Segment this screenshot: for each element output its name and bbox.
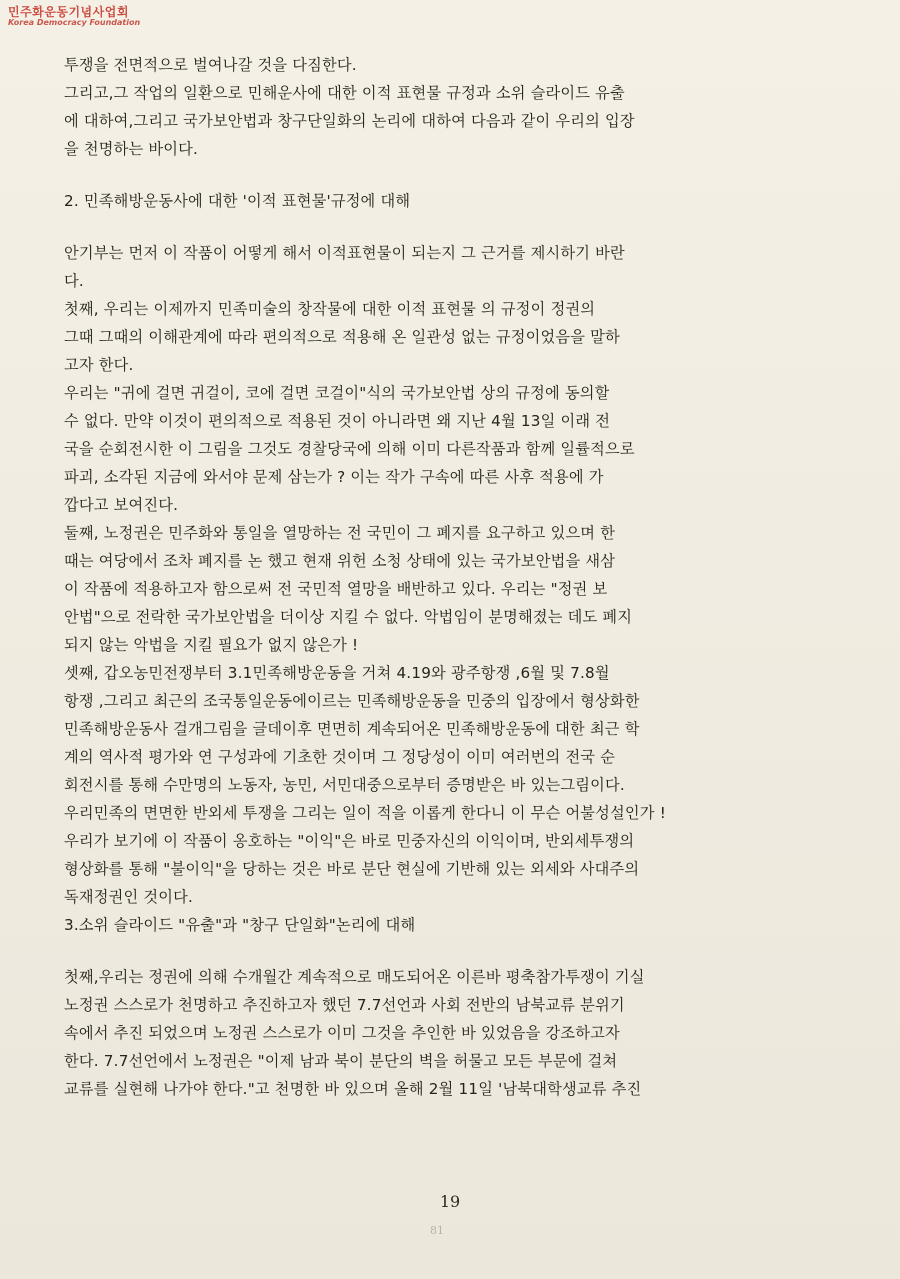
text-line: 둘째, 노정권은 민주화와 통일을 열망하는 전 국민이 그 폐지를 요구하고 있으며 한	[64, 524, 616, 542]
text-line: 3.소위 슬라이드 "유출"과 "창구 단일화"논리에 대해	[64, 916, 416, 934]
text-line: 깝다고 보여진다.	[64, 496, 179, 514]
text-line: 셋째, 갑오농민전쟁부터 3.1민족해방운동을 거쳐 4.19와 광주항쟁 ,6월 및 7.8월	[64, 664, 610, 682]
text-line: 항쟁 ,그리고 최근의 조국통일운동에이르는 민족해방운동을 민중의 입장에서 형상화한	[64, 692, 640, 710]
text-line: 다.	[64, 272, 84, 290]
text-line: 첫째,우리는 정권에 의해 수개월간 계속적으로 매도되어온 이른바 평축참가투쟁이 기실	[64, 968, 645, 986]
text-line: 한다. 7.7선언에서 노정권은 "이제 남과 북이 분단의 벽을 허물고 모든 부문에 걸쳐	[64, 1052, 618, 1070]
text-line: 에 대하여,그리고 국가보안법과 창구단일화의 논리에 대하여 다음과 같이 우리의 입장	[64, 112, 635, 130]
text-line: 고자 한다.	[64, 356, 134, 374]
text-line: 이 작품에 적용하고자 함으로써 전 국민적 열망을 배반하고 있다. 우리는 "정권 보	[64, 580, 608, 598]
text-line: 투쟁을 전면적으로 벌여나갈 것을 다짐한다.	[64, 56, 357, 74]
text-line: 교류를 실현해 나가야 한다."고 천명한 바 있으며 올해 2월 11일 '남북대학생교류 추진	[64, 1080, 642, 1098]
watermark-korean-name: 민주화운동기념사업회	[8, 5, 129, 19]
text-line: 우리는 "귀에 걸면 귀걸이, 코에 걸면 코걸이"식의 국가보안법 상의 규정에 동의할	[64, 384, 610, 402]
text-line: 첫째, 우리는 이제까지 민족미술의 창작물에 대한 이적 표현물 의 규정이 정권의	[64, 300, 596, 318]
text-line: 2. 민족해방운동사에 대한 '이적 표현물'규정에 대해	[64, 192, 411, 210]
text-line: 그리고,그 작업의 일환으로 민해운사에 대한 이적 표현물 규정과 소위 슬라이드 유출	[64, 84, 625, 102]
bleed-through-mark: 81	[430, 1224, 444, 1237]
text-line: 계의 역사적 평가와 연 구성과에 기초한 것이며 그 정당성이 이미 여러번의 전국 순	[64, 748, 616, 766]
text-line: 민족해방운동사 걸개그림을 글데이후 면면히 계속되어온 민족해방운동에 대한 최근 학	[64, 720, 640, 738]
foundation-watermark	[8, 6, 140, 28]
text-line: 회전시를 통해 수만명의 노동자, 농민, 서민대중으로부터 증명받은 바 있는그림이다.	[64, 776, 625, 794]
text-line: 우리가 보기에 이 작품이 옹호하는 "이익"은 바로 민중자신의 이익이며, 반외세투쟁의	[64, 832, 635, 850]
text-line: 국을 순회전시한 이 그림을 그것도 경찰당국에 의해 이미 다른작품과 함께 일률적으로	[64, 440, 635, 458]
text-line: 우리민족의 면면한 반외세 투쟁을 그리는 일이 적을 이롭게 한다니 이 무슨 어불성설인가 !	[64, 804, 666, 822]
text-line: 속에서 추진 되었으며 노정권 스스로가 이미 그것을 추인한 바 있었음을 강조하고자	[64, 1024, 620, 1042]
text-line: 안기부는 먼저 이 작품이 어떻게 해서 이적표현물이 되는지 그 근거를 제시하기 바란	[64, 244, 625, 262]
text-line: 안법"으로 전락한 국가보안법을 더이상 지킬 수 없다. 악법임이 분명해졌는 데도 폐지	[64, 608, 633, 626]
blank-line	[64, 220, 854, 244]
text-line: 노정권 스스로가 천명하고 추진하고자 했던 7.7선언과 사회 전반의 남북교류 분위기	[64, 996, 625, 1014]
page-number: 19	[439, 1192, 461, 1211]
text-line: 그때 그때의 이해관계에 따라 편의적으로 적용해 온 일관성 없는 규정이었음을 말하	[64, 328, 620, 346]
text-line: 독재정권인 것이다.	[64, 888, 194, 906]
blank-line	[64, 944, 854, 968]
text-line: 되지 않는 악법을 지킬 필요가 없지 않은가 !	[64, 636, 359, 654]
text-line: 수 없다. 만약 이것이 편의적으로 적용된 것이 아니라면 왜 지난 4월 13일 이래 전	[64, 412, 611, 430]
text-line: 형상화를 통해 "불이익"을 당하는 것은 바로 분단 현실에 기반해 있는 외세와 사대주의	[64, 860, 640, 878]
blank-line	[64, 168, 854, 192]
text-line: 파괴, 소각된 지금에 와서야 문제 삼는가 ? 이는 작가 구속에 따른 사후 적용에 가	[64, 468, 604, 486]
text-line: 때는 여당에서 조차 폐지를 논 했고 현재 위헌 소청 상태에 있는 국가보안법을 새삼	[64, 552, 616, 570]
watermark-english-name: Korea Democracy Foundation	[8, 18, 141, 28]
document-body	[64, 56, 854, 1108]
text-line: 을 천명하는 바이다.	[64, 140, 199, 158]
